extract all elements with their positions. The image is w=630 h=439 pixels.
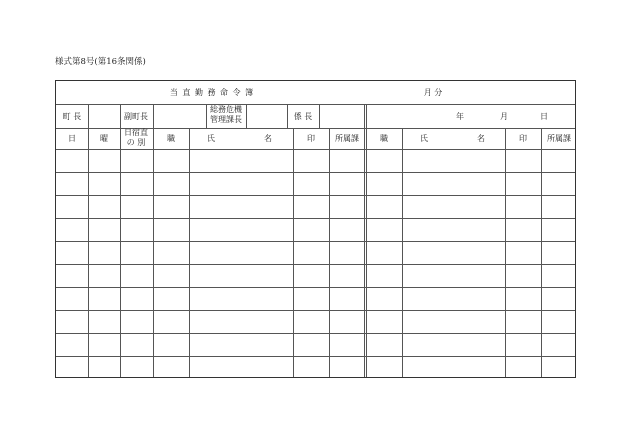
rule xyxy=(56,195,575,196)
rule xyxy=(88,128,89,377)
divider xyxy=(364,104,365,377)
rule xyxy=(206,104,207,128)
col-position-right: 職 xyxy=(380,134,388,143)
rule xyxy=(153,128,154,377)
rule xyxy=(505,128,506,377)
col-weekday: 曜 xyxy=(100,134,108,143)
rule xyxy=(56,104,575,105)
rule xyxy=(319,104,320,128)
duty-order-register-form xyxy=(55,80,576,378)
rule xyxy=(56,241,575,242)
rule xyxy=(329,128,330,377)
rule xyxy=(402,128,403,377)
date-month-label: 月 xyxy=(500,112,508,121)
col-name-2: 名 xyxy=(264,134,272,143)
crisis-manager-label-line1: 総務危機 xyxy=(210,105,242,114)
col-department-right: 所属課 xyxy=(547,134,571,143)
date-day-label: 日 xyxy=(540,112,548,121)
col-name-1: 氏 xyxy=(207,134,215,143)
form-number: 様式第8号(第16条関係) xyxy=(55,57,146,67)
rule xyxy=(287,104,288,128)
deputy-mayor-label: 副町長 xyxy=(124,112,148,121)
date-year-label: 年 xyxy=(456,112,464,121)
rule xyxy=(56,287,575,288)
rule xyxy=(120,104,121,128)
col-shift-type-line1: 日宿直 xyxy=(124,128,148,137)
rule xyxy=(56,172,575,173)
rule xyxy=(120,128,121,377)
divider xyxy=(366,104,367,377)
col-position: 職 xyxy=(167,134,175,143)
col-day: 日 xyxy=(68,134,76,143)
rule xyxy=(56,333,575,334)
col-seal: 印 xyxy=(307,134,315,143)
rule xyxy=(88,104,89,128)
rule xyxy=(56,310,575,311)
col-department: 所属課 xyxy=(335,134,359,143)
rule xyxy=(246,104,247,128)
chief-label: 係 長 xyxy=(293,112,313,121)
col-name-2-right: 名 xyxy=(477,134,485,143)
col-seal-right: 印 xyxy=(519,134,527,143)
rule xyxy=(293,128,294,377)
rule xyxy=(189,128,190,377)
register-title: 当 直 勤 務 命 令 簿 xyxy=(169,88,255,97)
crisis-manager-label-line2: 管理課長 xyxy=(210,115,242,124)
rule xyxy=(541,128,542,377)
rule xyxy=(56,218,575,219)
rule xyxy=(56,264,575,265)
col-shift-type-line2: の 別 xyxy=(126,138,146,147)
month-label: 月 分 xyxy=(423,88,443,97)
rule xyxy=(56,356,575,357)
col-name-1-right: 氏 xyxy=(420,134,428,143)
town-mayor-label: 町 長 xyxy=(62,112,82,121)
rule xyxy=(153,104,154,128)
rule xyxy=(56,149,575,150)
